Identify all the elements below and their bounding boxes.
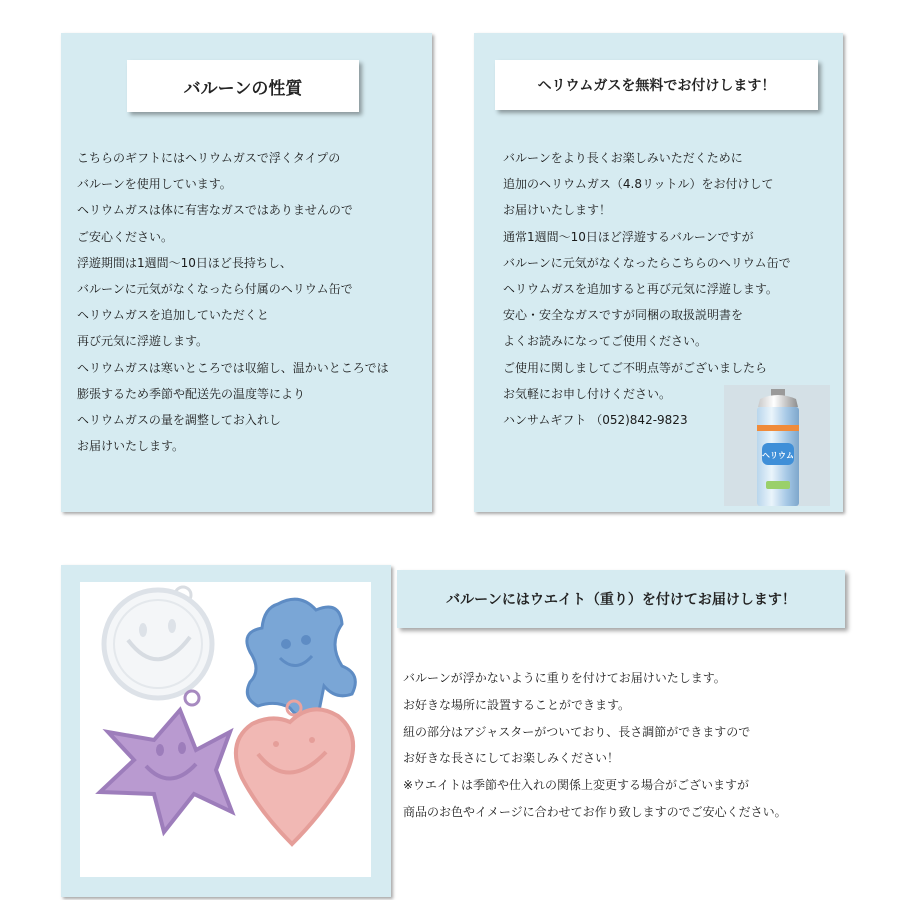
blue-bear-weight (247, 599, 355, 718)
text-line: お届けいたします。 (77, 439, 185, 454)
balloon-weights-image (80, 582, 371, 877)
purple-star-weight (100, 691, 232, 832)
weights-text (403, 665, 787, 826)
text-line: お好きな長さにしてお楽しみください！ (403, 751, 620, 766)
text-line: 浮遊期間は1週間〜10日ほど長持ちし、 (77, 255, 292, 270)
text-line: 膨張するため季節や配送先の温度等により (77, 386, 306, 401)
text-line: ヘリウムガスを追加すると再び元気に浮遊します。 (503, 281, 778, 296)
pink-heart-weight (236, 701, 353, 844)
text-line: バルーンが浮かないように重りを付けてお届けいたします。 (403, 671, 726, 685)
text-line: 再び元気に浮遊します。 (77, 334, 209, 349)
text-line: バルーンを使用しています。 (77, 177, 232, 192)
text-line: バルーンをより長くお楽しみいただくために (503, 151, 743, 165)
text-line: ヘリウムガスは寒いところでは収縮し、温かいところでは (77, 360, 389, 375)
text-line: ※ウエイトは季節や仕入れの関係上変更する場合がございますが (403, 778, 750, 793)
weights-title: バルーンにはウエイト（重り）を付けてお届けします！ (397, 570, 845, 628)
text-line: こちらのギフトにはヘリウムガスで浮くタイプの (77, 151, 341, 165)
helium-can-image (724, 385, 830, 506)
text-line: バルーンに元気がなくなったら付属のヘリウム缶で (77, 281, 353, 296)
free-helium-title: ヘリウムガスを無料でお付けします！ (495, 60, 818, 110)
text-line: 追加のヘリウムガス（4.8リットル）をお付けして (503, 177, 774, 192)
text-line: お好きな場所に設置することができます。 (403, 697, 631, 712)
white-smiley-weight (104, 587, 212, 698)
text-line: 紐の部分はアジャスターがついており、長さ調節ができますので (403, 724, 751, 739)
text-line: 商品のお色やイメージに合わせてお作り致しますのでご安心ください。 (403, 804, 787, 819)
text-line: 通常1週間〜10日ほど浮遊するバルーンですが (503, 229, 754, 244)
text-line: よくお読みになってご使用ください。 (503, 334, 708, 349)
text-line: バルーンに元気がなくなったらこちらのヘリウム缶で (503, 255, 791, 270)
text-line: ヘリウムガスの量を調整してお入れし (77, 412, 281, 427)
text-line: お届けいたします！ (503, 203, 612, 218)
helium-can-illustration (724, 385, 830, 506)
text-line: ヘリウムガスを追加していただくと (77, 308, 269, 323)
balloon-properties-text (77, 145, 389, 459)
text-line: ご安心ください。 (77, 229, 174, 244)
text-line: ヘリウムガスは体に有害なガスではありませんので (77, 203, 353, 218)
text-line: お気軽にお申し付けください。 (503, 386, 672, 401)
text-line: ハンサムギフト （052)842-9823 (503, 412, 688, 427)
text-line: 安心・安全なガスですが同梱の取扱説明書を (503, 308, 744, 323)
balloon-properties-title: バルーンの性質 (127, 60, 359, 112)
can-label-text: ヘリウム (762, 451, 794, 460)
text-line: ご使用に関しましてご不明点等がございましたら (503, 360, 768, 375)
